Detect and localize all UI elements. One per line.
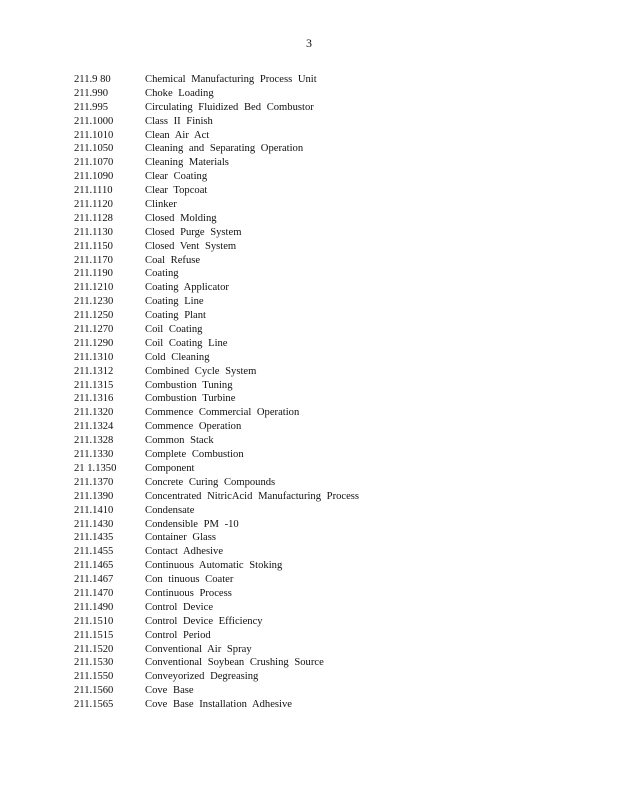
list-item bbox=[74, 212, 594, 226]
page-number: 3 bbox=[306, 36, 312, 50]
defined-term: Cold Cleaning bbox=[145, 351, 210, 363]
defined-term: Control Period bbox=[145, 629, 211, 641]
list-item bbox=[74, 115, 594, 129]
list-item bbox=[74, 365, 594, 379]
list-item bbox=[74, 379, 594, 393]
section-number: 211.1070 bbox=[74, 157, 114, 169]
section-number: 211.1410 bbox=[74, 504, 114, 516]
section-number: 211.1128 bbox=[74, 212, 113, 224]
defined-term: Clinker bbox=[145, 199, 177, 211]
section-number: 211.1090 bbox=[74, 171, 114, 183]
list-item bbox=[74, 504, 594, 518]
defined-term: Commence Commercial Operation bbox=[145, 407, 300, 419]
list-item bbox=[74, 129, 594, 143]
section-number: 211.1150 bbox=[74, 240, 113, 252]
section-number: 211.995 bbox=[74, 101, 109, 113]
section-number: 211.1470 bbox=[74, 587, 114, 599]
section-number: 211.1130 bbox=[74, 226, 113, 238]
defined-term: Coating Applicator bbox=[145, 282, 229, 294]
defined-term: Combustion Turbine bbox=[145, 393, 236, 405]
list-item bbox=[74, 323, 594, 337]
section-number: 211.1310 bbox=[74, 351, 114, 363]
defined-term: Conveyorized Degreasing bbox=[145, 671, 259, 683]
section-number: 211.1010 bbox=[74, 129, 114, 141]
list-item bbox=[74, 254, 594, 268]
section-number: 211.1435 bbox=[74, 532, 114, 544]
list-item bbox=[74, 434, 594, 448]
defined-term: Coil Coating Line bbox=[145, 337, 228, 349]
section-number: 211.1324 bbox=[74, 421, 114, 433]
list-item bbox=[74, 406, 594, 420]
section-number: 211.1170 bbox=[74, 254, 113, 266]
list-item bbox=[74, 309, 594, 323]
list-item bbox=[74, 267, 594, 281]
defined-term: Cleaning Materials bbox=[145, 157, 229, 169]
section-number: 211.1050 bbox=[74, 143, 114, 155]
list-item bbox=[74, 448, 594, 462]
list-item bbox=[74, 531, 594, 545]
list-item bbox=[74, 226, 594, 240]
section-number: 211.1320 bbox=[74, 407, 114, 419]
defined-term: Coal Refuse bbox=[145, 254, 201, 266]
list-item bbox=[74, 670, 594, 684]
section-number: 211.1390 bbox=[74, 490, 114, 502]
section-number: 211.1110 bbox=[74, 185, 113, 197]
list-item bbox=[74, 420, 594, 434]
list-item bbox=[74, 601, 594, 615]
defined-term: Coil Coating bbox=[145, 324, 203, 336]
defined-term: Cove Base Installation Adhesive bbox=[145, 699, 292, 711]
list-item bbox=[74, 462, 594, 476]
defined-term: Closed Vent System bbox=[145, 240, 237, 252]
section-number: 211.1312 bbox=[74, 365, 114, 377]
list-item bbox=[74, 573, 594, 587]
section-number: 211.990 bbox=[74, 87, 109, 99]
section-number: 211.1560 bbox=[74, 685, 114, 697]
defined-term: Component bbox=[145, 462, 195, 474]
list-item bbox=[74, 281, 594, 295]
list-item bbox=[74, 518, 594, 532]
list-item bbox=[74, 490, 594, 504]
list-item bbox=[74, 476, 594, 490]
section-number: 211.1000 bbox=[74, 115, 114, 127]
section-number: 211.1565 bbox=[74, 699, 114, 711]
defined-term: Common Stack bbox=[145, 435, 214, 447]
defined-term: Coating bbox=[145, 268, 179, 280]
defined-term: Continuous Automatic Stoking bbox=[145, 560, 283, 572]
definition-list bbox=[74, 73, 594, 712]
list-item bbox=[74, 629, 594, 643]
list-item bbox=[74, 156, 594, 170]
defined-term: Coating Line bbox=[145, 296, 204, 308]
list-item bbox=[74, 559, 594, 573]
section-number: 211.1455 bbox=[74, 546, 114, 558]
defined-term: Condensible PM -10 bbox=[145, 518, 239, 530]
defined-term: Con tinuous Coater bbox=[145, 574, 234, 586]
defined-term: Container Glass bbox=[145, 532, 216, 544]
defined-term: Circulating Fluidized Bed Combustor bbox=[145, 101, 314, 113]
section-number: 211.1530 bbox=[74, 657, 114, 669]
defined-term: Complete Combustion bbox=[145, 449, 244, 461]
defined-term: Conventional Soybean Crushing Source bbox=[145, 657, 324, 669]
defined-term: Combined Cycle System bbox=[145, 365, 257, 377]
list-item bbox=[74, 643, 594, 657]
section-number: 211.1370 bbox=[74, 476, 114, 488]
section-number: 211.1328 bbox=[74, 435, 114, 447]
defined-term: Coating Plant bbox=[145, 310, 206, 322]
list-item bbox=[74, 587, 594, 601]
list-item bbox=[74, 240, 594, 254]
section-number: 211.9 80 bbox=[74, 74, 111, 85]
list-item bbox=[74, 184, 594, 198]
defined-term: Cleaning and Separating Operation bbox=[145, 143, 304, 155]
list-item bbox=[74, 545, 594, 559]
defined-term: Cove Base bbox=[145, 685, 194, 697]
list-item bbox=[74, 170, 594, 184]
defined-term: Control Device Efficiency bbox=[145, 615, 263, 627]
list-item bbox=[74, 615, 594, 629]
defined-term: Closed Molding bbox=[145, 212, 217, 224]
defined-term: Clear Topcoat bbox=[145, 185, 208, 197]
defined-term: Combustion Tuning bbox=[145, 379, 233, 391]
list-item bbox=[74, 73, 594, 87]
defined-term: Concrete Curing Compounds bbox=[145, 476, 276, 488]
list-item bbox=[74, 684, 594, 698]
list-item bbox=[74, 198, 594, 212]
list-item bbox=[74, 295, 594, 309]
list-item bbox=[74, 656, 594, 670]
defined-term: Continuous Process bbox=[145, 587, 232, 599]
section-number: 211.1290 bbox=[74, 337, 114, 349]
section-number: 21 1.1350 bbox=[74, 462, 117, 474]
section-number: 211.1510 bbox=[74, 615, 114, 627]
defined-term: Chemical Manufacturing Process Unit bbox=[145, 74, 317, 85]
section-number: 211.1315 bbox=[74, 379, 114, 391]
defined-term: Clean Air Act bbox=[145, 129, 210, 141]
section-number: 211.1467 bbox=[74, 574, 114, 586]
defined-term: Contact Adhesive bbox=[145, 546, 224, 558]
list-item bbox=[74, 142, 594, 156]
list-item bbox=[74, 337, 594, 351]
section-number: 211.1520 bbox=[74, 643, 114, 655]
section-number: 211.1490 bbox=[74, 601, 114, 613]
section-number: 211.1550 bbox=[74, 671, 114, 683]
defined-term: Closed Purge System bbox=[145, 226, 242, 238]
section-number: 211.1190 bbox=[74, 268, 113, 280]
list-item bbox=[74, 101, 594, 115]
section-number: 211.1120 bbox=[74, 199, 113, 211]
section-number: 211.1465 bbox=[74, 560, 114, 572]
section-number: 211.1430 bbox=[74, 518, 114, 530]
section-number: 211.1515 bbox=[74, 629, 114, 641]
defined-term: Conventional Air Spray bbox=[145, 643, 252, 655]
defined-term: Clear Coating bbox=[145, 171, 208, 183]
defined-term: Condensate bbox=[145, 504, 195, 516]
section-number: 211.1250 bbox=[74, 310, 114, 322]
list-item bbox=[74, 698, 594, 712]
section-number: 211.1230 bbox=[74, 296, 114, 308]
section-number: 211.1316 bbox=[74, 393, 114, 405]
list-item bbox=[74, 87, 594, 101]
defined-term: Control Device bbox=[145, 601, 214, 613]
section-number: 211.1210 bbox=[74, 282, 114, 294]
list-item bbox=[74, 351, 594, 365]
defined-term: Commence Operation bbox=[145, 421, 242, 433]
defined-term: Choke Loading bbox=[145, 87, 214, 99]
section-number: 211.1330 bbox=[74, 449, 114, 461]
section-number: 211.1270 bbox=[74, 324, 114, 336]
defined-term: Class II Finish bbox=[145, 115, 213, 127]
defined-term: Concentrated NitricAcid Manufacturing Process bbox=[145, 490, 360, 502]
list-item bbox=[74, 392, 594, 406]
